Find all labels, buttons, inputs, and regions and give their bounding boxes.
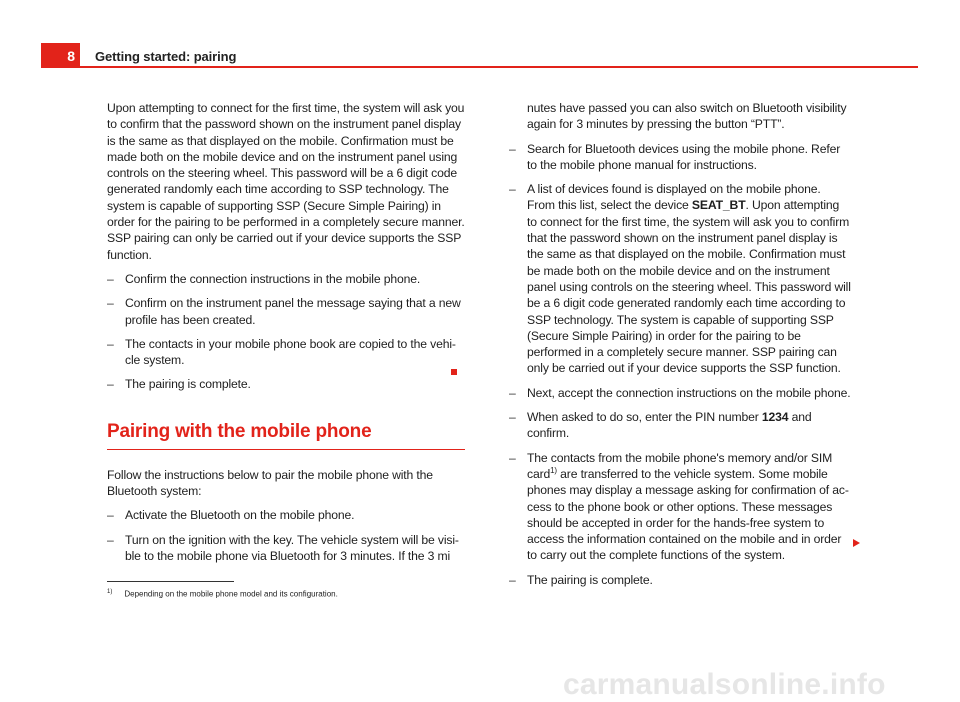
device-name: SEAT_BT xyxy=(691,198,746,213)
list-item: – Turn on the ignition with the key. The vehicle system will be visible to the mobile phone via Bluetooth for 3 minutes. If the 3 mi xyxy=(107,532,465,565)
list-item: – The contacts from the mobile phone's memory and/or SIM card$^{1)}$ are transferred to the vehicle system. Some mobile phones may display a message asking for confirmation of access to the phone book or other options. These messages should be accepted in order for the hands-free system to access the information contained on the mobile and in order to carry out the complete functions of the system. xyxy=(509,450,851,564)
list-item: – When asked to do so, enter the PIN number 1234 and confirm. xyxy=(509,409,851,442)
list-item: – Confirm the connection instructions in the mobile phone. xyxy=(107,271,465,287)
section-title-rule xyxy=(107,449,465,450)
footnote-rule xyxy=(107,581,234,582)
intro-paragraph: Upon attempting to connect for the first time, the system will ask you to confirm that the password shown on the instrument panel display is the same as that displayed on the mobile. Confirmation must be made both on the mobile device and on the instrument panel using controls on the steering wheel. This password will be a 6 digit code generated randomly each time according to SSP technology. The system is capable of supporting SSP (Secure Simple Pairing) in order for the pairing to be performed in a completely secure manner. SSP pairing can only be carried out if your device supports the SSP function. xyxy=(107,101,465,262)
continue-arrow-icon xyxy=(853,539,860,547)
right-column xyxy=(509,100,851,588)
list-item: – A list of devices found is displayed on the mobile phone. From this list, select the device SEAT_BT. Upon attempting to connect for the first time, the system will ask you to confirm that the password shown on the instrument panel display is the same as that displayed on the mobile. Confirmation must be made both on the mobile device and on the instrument panel using controls on the steering wheel. This password will be a 6 digit code generated randomly each time according to SSP technology. The system is capable of supporting SSP (Secure Simple Pairing) in order for the pairing to be performed in a completely secure manner. SSP pairing can only be carried out if your device supports the SSP function. xyxy=(509,181,851,377)
watermark: carmanualsonline.info xyxy=(563,668,886,701)
list-item: – Confirm on the instrument panel the message saying that a new profile has been created. xyxy=(107,295,465,328)
list-item: – The pairing is complete. xyxy=(107,376,465,392)
list-item: – The pairing is complete. xyxy=(509,572,851,588)
footnote xyxy=(107,589,338,599)
page-number: 8 xyxy=(41,43,80,68)
footnote-reference: 1) xyxy=(550,465,557,475)
section-intro: Follow the instructions below to pair the mobile phone with the Bluetooth system: xyxy=(107,467,433,499)
footnote-mark: 1) xyxy=(107,589,113,595)
pin-number: 1234 xyxy=(761,410,789,425)
list-item: – Next, accept the connection instructions on the mobile phone. xyxy=(509,385,851,401)
section-end-marker xyxy=(451,369,457,375)
section-title: Pairing with the mobile phone xyxy=(107,420,372,442)
list-item: – The contacts in your mobile phone book are copied to the vehicle system. xyxy=(107,336,465,369)
list-item: – Search for Bluetooth devices using the mobile phone. Refer to the mobile phone manual for instructions. xyxy=(509,141,851,174)
footnote-text: Depending on the mobile phone model and its configuration. xyxy=(124,589,338,599)
left-column xyxy=(107,100,465,564)
header-title: Getting started: pairing xyxy=(95,49,237,64)
continuation-paragraph: nutes have passed you can also switch on Bluetooth visibility again for 3 minutes by pressing the button “PTT”. xyxy=(527,101,847,132)
list-item: – Activate the Bluetooth on the mobile phone. xyxy=(107,507,465,523)
header-rule xyxy=(80,66,918,68)
